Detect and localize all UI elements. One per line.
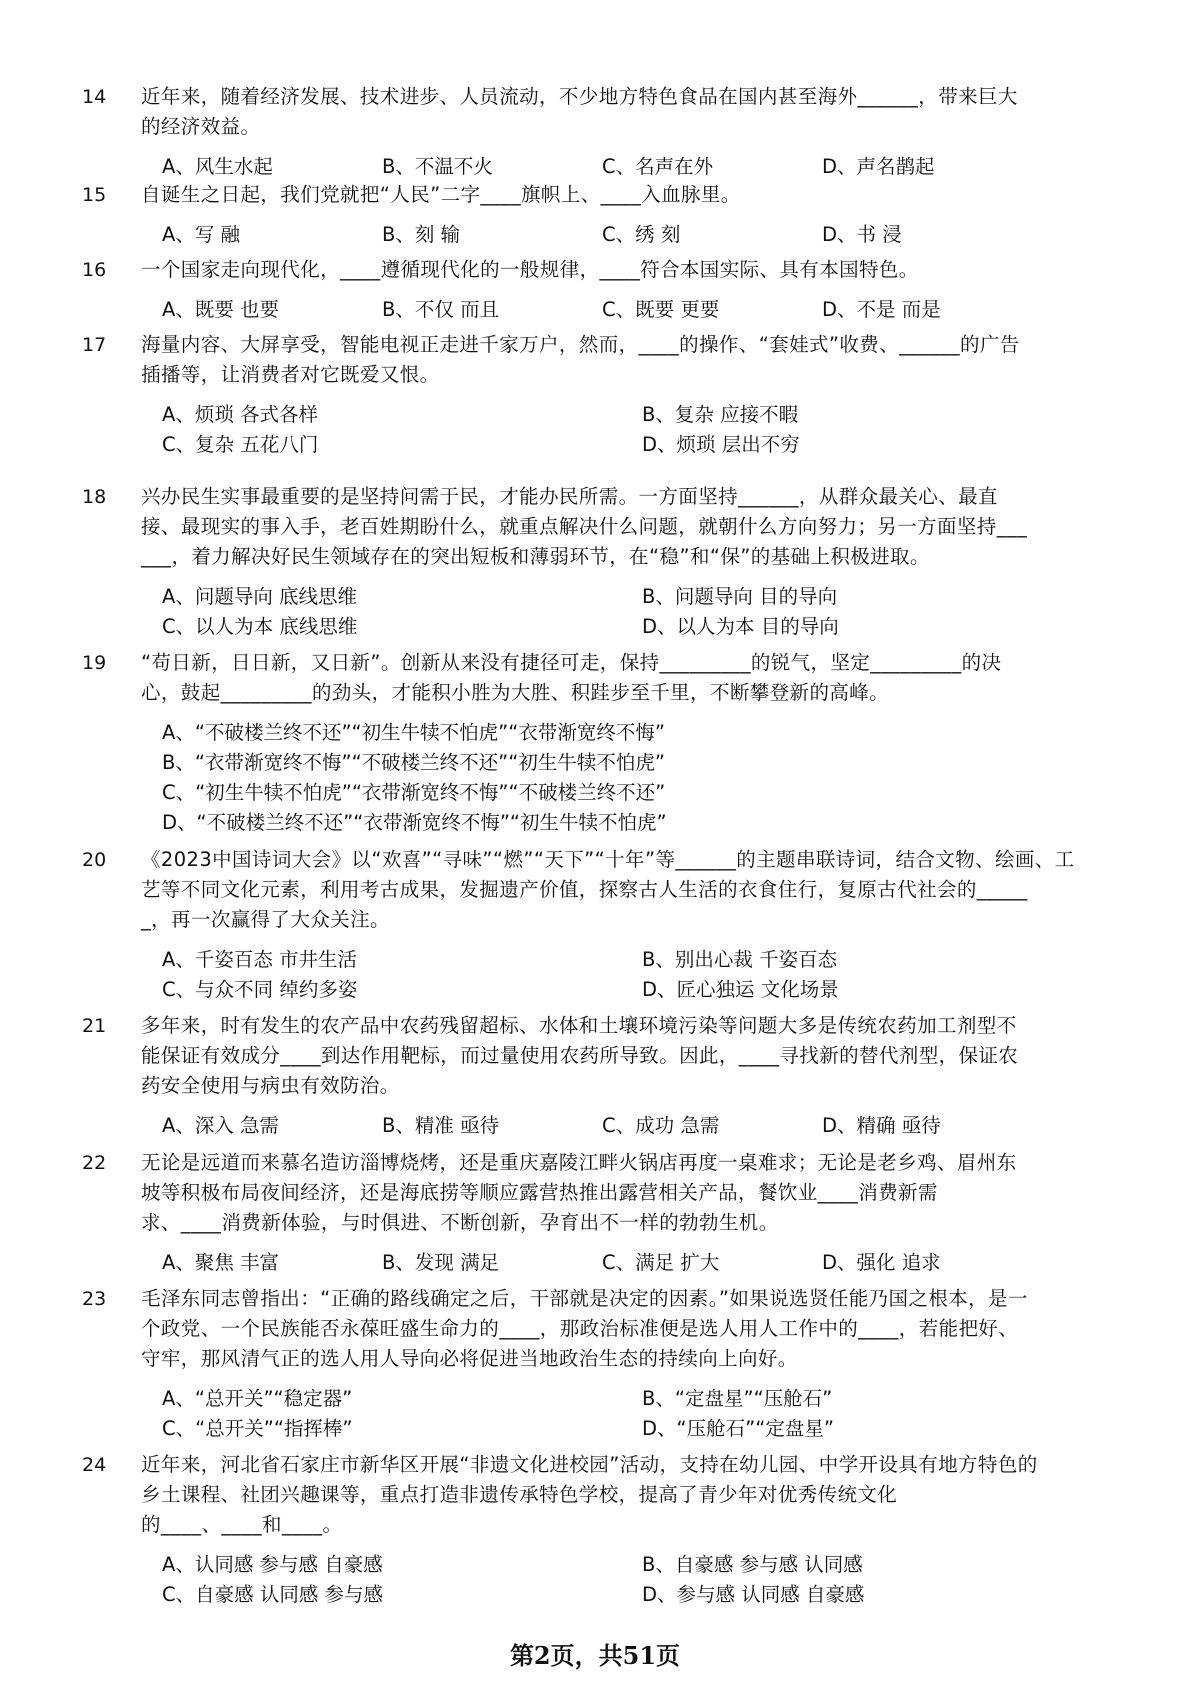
option-b[interactable]: B、问题导向 目的导向 [642, 585, 838, 608]
stem-line: 坡等积极布局夜间经济，还是海底捞等顺应露营热推出露营相关产品，餐饮业____消费新需 [141, 1181, 938, 1204]
option-a[interactable]: A、既要 也要 [162, 298, 280, 321]
option-b[interactable]: B、不温不火 [382, 155, 493, 178]
option-d[interactable]: D、不是 而是 [822, 298, 941, 321]
stem-line: 接、最现实的事入手，老百姓期盼什么，就重点解决什么问题，就朝什么方向努力；另一方面坚持___ [141, 515, 1028, 538]
option-b[interactable]: B、发现 满足 [382, 1251, 500, 1274]
page-number: 第2页，共51页 [509, 1641, 681, 1670]
question-number: 23 [82, 1288, 107, 1310]
stem-line: 药安全使用与病虫有效防治。 [141, 1074, 400, 1097]
option-c[interactable]: C、自豪感 认同感 参与感 [162, 1583, 384, 1606]
question-stem [141, 82, 1086, 142]
option-a[interactable]: A、写 融 [162, 223, 241, 246]
question-number: 16 [82, 259, 107, 281]
option-c[interactable]: C、复杂 五花八门 [162, 433, 319, 456]
stem-line: 个政党、一个民族能否永葆旺盛生命力的____，那政治标准便是选人用人工作中的____，若能把好、 [141, 1317, 1019, 1340]
question-stem [141, 1011, 1086, 1101]
stem-line: ___，着力解决好民生领域存在的突出短板和薄弱环节，在“稳”和“保”的基础上积极进取。 [141, 545, 930, 568]
option-d[interactable]: D、烦琐 层出不穷 [642, 433, 800, 456]
stem-line: 多年来，时有发生的农产品中农药残留超标、水体和土壤环境污染等问题大多是传统农药加工剂型不 [141, 1014, 1017, 1037]
question-stem [141, 1148, 1086, 1238]
option-b[interactable]: B、不仅 而且 [382, 298, 500, 321]
stem-line: 能保证有效成分____到达作用靶标，而过量使用农药所导致。因此，____寻找新的替代剂型，保证农 [141, 1044, 1019, 1067]
option-a[interactable]: A、风生水起 [162, 155, 273, 178]
stem-line: 兴办民生实事最重要的是坚持问需于民，才能办民所需。一方面坚持______，从群众最关心、最直 [141, 485, 998, 508]
stem-line: 守牢，那风清气正的选人用人导向必将促进当地政治生态的持续向上向好。 [141, 1347, 798, 1370]
option-a[interactable]: A、认同感 参与感 自豪感 [162, 1553, 383, 1576]
option-d[interactable]: D、精确 亟待 [822, 1114, 941, 1137]
option-a[interactable]: A、烦琐 各式各样 [162, 403, 319, 426]
option-c[interactable]: C、绣 刻 [602, 223, 681, 246]
question-stem [141, 482, 1086, 572]
question-number: 22 [82, 1152, 107, 1174]
option-c[interactable]: C、“总开关”“指挥棒” [162, 1417, 353, 1440]
stem-line: _，再一次赢得了大众关注。 [141, 908, 390, 931]
stem-line: 艺等不同文化元素，利用考古成果，发掘遗产价值，探察古人生活的衣食住行，复原古代社会的_____ [141, 878, 1028, 901]
option-c[interactable]: C、与众不同 绰约多姿 [162, 978, 358, 1001]
question-stem [141, 1450, 1086, 1540]
option-c[interactable]: C、既要 更要 [602, 298, 720, 321]
option-b[interactable]: B、“定盘星”“压舱石” [642, 1387, 833, 1410]
option-c[interactable]: C、成功 急需 [602, 1114, 720, 1137]
option-b[interactable]: B、刻 输 [382, 223, 461, 246]
question-stem [141, 180, 1086, 210]
stem-line: 海量内容、大屏享受，智能电视正走进千家万户，然而，____的操作、“套娃式”收费、______的广告 [141, 333, 1020, 356]
option-b[interactable]: B、精准 亟待 [382, 1114, 500, 1137]
option-c[interactable]: C、“初生牛犊不怕虎”“衣带渐宽终不悔”“不破楼兰终不还” [162, 781, 666, 804]
question-number: 17 [82, 334, 107, 356]
option-d[interactable]: D、“压舱石”“定盘星” [642, 1417, 834, 1440]
stem-line: “苟日新，日日新，又日新”。创新从来没有捷径可走，保持_________的锐气，坚定_________的决 [141, 651, 1002, 674]
stem-line: 毛泽东同志曾指出：“正确的路线确定之后，干部就是决定的因素。”如果说选贤任能乃国之根本，是一 [141, 1287, 1028, 1310]
stem-line: 求、____消费新体验，与时俱进、不断创新，孕育出不一样的勃勃生机。 [141, 1211, 779, 1234]
question-number: 21 [82, 1015, 107, 1037]
option-a[interactable]: A、千姿百态 市井生活 [162, 948, 358, 971]
stem-line: 乡土课程、社团兴趣课等，重点打造非遗传承特色学校，提高了青少年对优秀传统文化 [141, 1483, 898, 1506]
stem-line: 近年来，河北省石家庄市新华区开展“非遗文化进校园”活动，支持在幼儿园、中学开设具有地方特色的 [141, 1453, 1038, 1476]
stem-line: 心，鼓起_________的劲头，才能积小胜为大胜、积跬步至千里，不断攀登新的高峰。 [141, 681, 890, 704]
option-d[interactable]: D、“不破楼兰终不还”“衣带渐宽终不悔”“初生牛犊不怕虎” [162, 811, 667, 834]
option-b[interactable]: B、自豪感 参与感 认同感 [642, 1553, 863, 1576]
option-b[interactable]: B、“衣带渐宽终不悔”“不破楼兰终不还”“初生牛犊不怕虎” [162, 751, 665, 774]
option-d[interactable]: D、参与感 认同感 自豪感 [642, 1583, 865, 1606]
stem-line: 的____、____和____。 [141, 1513, 343, 1536]
option-a[interactable]: A、“不破楼兰终不还”“初生牛犊不怕虎”“衣带渐宽终不悔” [162, 721, 665, 744]
stem-line: 《2023中国诗词大会》以“欢喜”“寻味”“燃”“天下”“十年”等______的主题串联诗词，结合文物、绘画、工 [141, 848, 1075, 871]
question-number: 20 [82, 849, 107, 871]
question-number: 14 [82, 86, 107, 108]
question-number: 24 [82, 1454, 107, 1476]
option-a[interactable]: A、深入 急需 [162, 1114, 280, 1137]
stem-line: 近年来，随着经济发展、技术进步、人员流动，不少地方特色食品在国内甚至海外______，带来巨大 [141, 85, 1018, 108]
option-c[interactable]: C、满足 扩大 [602, 1251, 720, 1274]
option-d[interactable]: D、以人为本 目的导向 [642, 615, 839, 638]
option-a[interactable]: A、聚焦 丰富 [162, 1251, 280, 1274]
question-number: 15 [82, 184, 107, 206]
option-b[interactable]: B、别出心裁 千姿百态 [642, 948, 838, 971]
option-d[interactable]: D、强化 追求 [822, 1251, 941, 1274]
stem-line: 一个国家走向现代化，____遵循现代化的一般规律，____符合本国实际、具有本国特色。 [141, 258, 919, 281]
option-d[interactable]: D、声名鹊起 [822, 155, 935, 178]
stem-line: 的经济效益。 [141, 115, 261, 138]
option-a[interactable]: A、“总开关”“稳定器” [162, 1387, 353, 1410]
stem-line: 自诞生之日起，我们党就把“人民”二字____旗帜上、____入血脉里。 [141, 183, 741, 206]
option-a[interactable]: A、问题导向 底线思维 [162, 585, 358, 608]
option-d[interactable]: D、匠心独运 文化场景 [642, 978, 839, 1001]
question-stem [141, 845, 1086, 935]
option-b[interactable]: B、复杂 应接不暇 [642, 403, 799, 426]
option-d[interactable]: D、书 浸 [822, 223, 902, 246]
option-c[interactable]: C、名声在外 [602, 155, 714, 178]
question-number: 18 [82, 486, 107, 508]
question-stem [141, 330, 1086, 390]
question-stem [141, 1284, 1086, 1374]
stem-line: 插播等，让消费者对它既爱又恨。 [141, 363, 440, 386]
option-c[interactable]: C、以人为本 底线思维 [162, 615, 358, 638]
question-stem [141, 255, 1086, 285]
question-stem [141, 648, 1086, 708]
question-number: 19 [82, 652, 107, 674]
stem-line: 无论是远道而来慕名造访淄博烧烤，还是重庆嘉陵江畔火锅店再度一桌难求；无论是老乡鸡、眉州东 [141, 1151, 1017, 1174]
